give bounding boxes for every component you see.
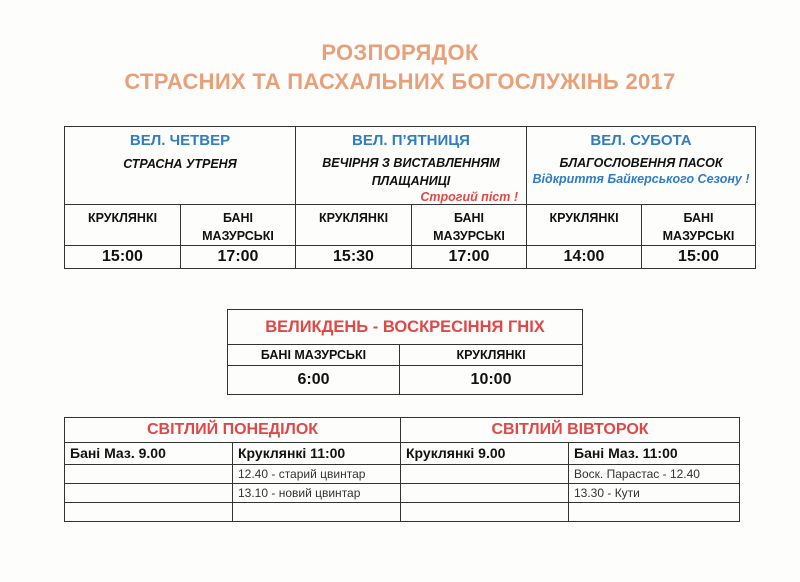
time-cell: 17:00 <box>181 246 296 269</box>
bright-monday-title: СВІТЛИЙ ПОНЕДІЛОК <box>65 418 401 443</box>
empty-cell <box>233 503 401 522</box>
location-cell: БАНІ МАЗУРСЬКІ <box>642 205 756 246</box>
day-header-friday <box>296 127 527 205</box>
page-title-line-1: РОЗПОРЯДОК <box>321 40 479 65</box>
location-cell: КРУКЛЯНКІ <box>527 205 642 246</box>
day-name: ВЕЛ. СУБОТА <box>590 132 692 149</box>
tuesday-first-service: Круклянкі 9.00 <box>401 443 569 465</box>
time-cell: 15:00 <box>642 246 756 269</box>
tuesday-second-service: Бані Маз. 11:00 <box>569 443 740 465</box>
service-name: СТРАСНА УТРЕНЯ <box>123 157 237 171</box>
day-header-saturday <box>527 127 756 205</box>
empty-cell <box>401 484 569 503</box>
location-cell: КРУКЛЯНКІ <box>296 205 412 246</box>
monday-second-service: Круклянкі 11:00 <box>233 443 401 465</box>
empty-cell <box>65 465 233 484</box>
day-name: ВЕЛ. ЧЕТВЕР <box>129 132 231 149</box>
empty-cell <box>401 465 569 484</box>
empty-cell <box>65 503 233 522</box>
service-name: БЛАГОСЛОВЕННЯ ПАСОК <box>559 156 723 170</box>
bright-week-table <box>64 417 740 522</box>
monday-cemetery-item: 12.40 - старий цвинтар <box>233 465 401 484</box>
bright-tuesday-title: СВІТЛИЙ ВІВТОРОК <box>401 418 740 443</box>
time-cell: 14:00 <box>527 246 642 269</box>
day-name: ВЕЛ. П’ЯТНИЦЯ <box>352 132 470 149</box>
location-cell: БАНІ МАЗУРСЬКІ <box>228 345 400 366</box>
monday-first-service: Бані Маз. 9.00 <box>65 443 233 465</box>
location-cell: КРУКЛЯНКІ <box>65 205 181 246</box>
location-cell: КРУКЛЯНКІ <box>400 345 583 366</box>
location-cell: БАНІ МАЗУРСЬКІ <box>181 205 296 246</box>
time-cell: 15:00 <box>65 246 181 269</box>
location-cell: БАНІ МАЗУРСЬКІ <box>412 205 527 246</box>
time-cell: 6:00 <box>228 366 400 395</box>
holy-week-table <box>64 126 756 269</box>
empty-cell <box>569 503 740 522</box>
easter-table <box>227 309 583 395</box>
time-cell: 10:00 <box>400 366 583 395</box>
time-cell: 17:00 <box>412 246 527 269</box>
tuesday-item: Воск. Парастас - 12.40 <box>569 465 740 484</box>
time-cell: 15:30 <box>296 246 412 269</box>
monday-cemetery-item: 13.10 - новий цвинтар <box>233 484 401 503</box>
easter-title: ВЕЛИКДЕНЬ - ВОСКРЕСІННЯ ГНІХ <box>228 310 583 345</box>
page-title-line-2: СТРАСНИХ ТА ПАСХАЛЬНИХ БОГОСЛУЖІНЬ 2017 <box>124 69 676 94</box>
tuesday-item: 13.30 - Кути <box>569 484 740 503</box>
day-header-thursday <box>65 127 296 205</box>
empty-cell <box>65 484 233 503</box>
biker-season-note: Відкриття Байкерського Сезону ! <box>532 172 750 186</box>
empty-cell <box>401 503 569 522</box>
service-name: ВЕЧІРНЯ З ВИСТАВЛЕННЯМ ПЛАЩАНИЦІ <box>322 156 500 188</box>
fasting-note: Строгий піст ! <box>420 190 518 204</box>
